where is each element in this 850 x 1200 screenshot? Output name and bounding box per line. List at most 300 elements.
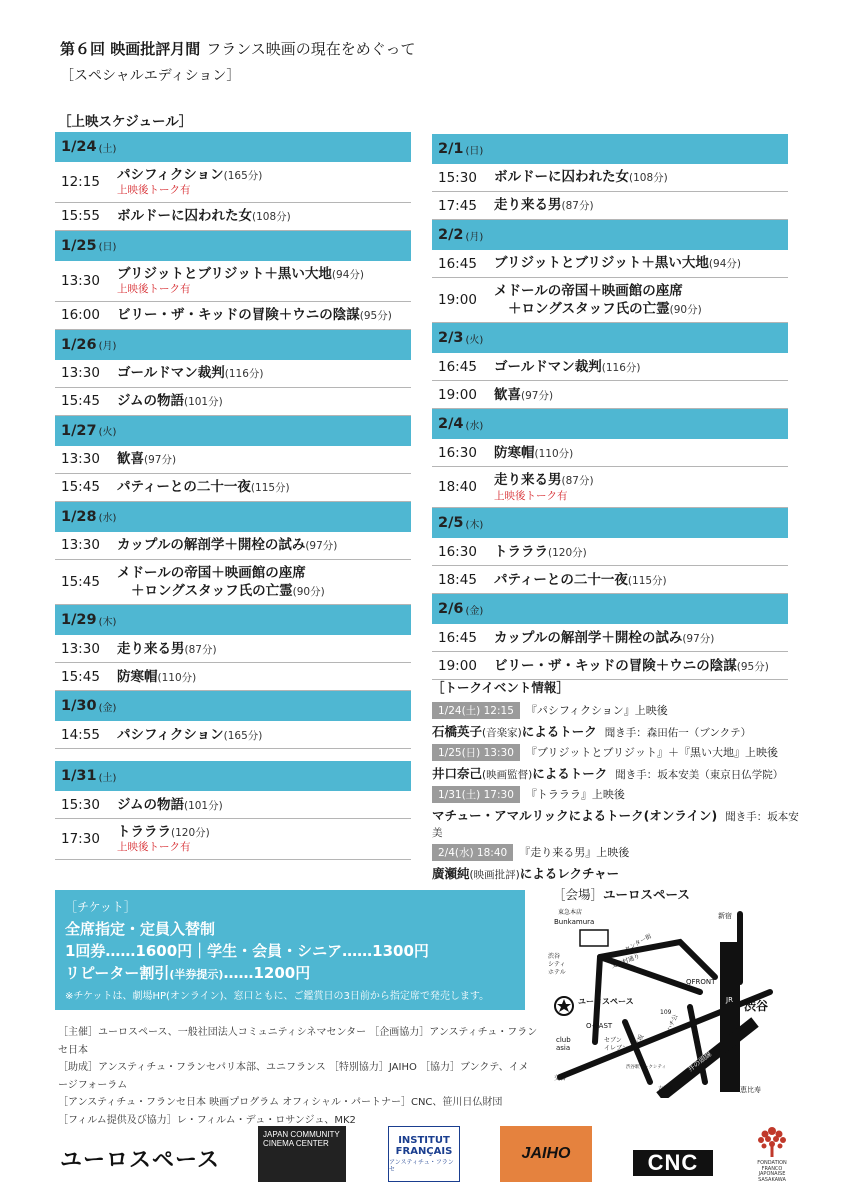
- screening-time: 15:55: [61, 208, 100, 225]
- map-label-bunkamura-street: 文化村通り: [610, 953, 641, 970]
- talk-note: 上映後トーク有: [494, 489, 568, 502]
- talk-item: [432, 702, 802, 740]
- ticket-line3: [65, 963, 515, 985]
- ticket-note: ※チケットは、劇場HP(オンライン)、窓口ともに、ご鑑賞日の3日前から指定席で発売します。: [65, 991, 490, 1003]
- schedule-column-right: [432, 134, 788, 680]
- day-header: [432, 134, 788, 164]
- film-title: メドールの帝国＋映画館の座席: [494, 283, 683, 299]
- film-duration: (94分): [708, 258, 741, 271]
- day-weekday: (日): [98, 242, 117, 254]
- day-date: 2/4: [438, 416, 464, 433]
- film-title: ジムの物語: [117, 393, 184, 410]
- screening-row: [55, 388, 411, 416]
- screening-film: [117, 536, 411, 554]
- screening-film: [117, 823, 411, 855]
- day-header: [432, 409, 788, 439]
- screening-film: [494, 358, 788, 376]
- screening-row: [55, 261, 411, 302]
- eurospace-logo: ユーロスペース: [60, 1147, 220, 1173]
- map-label-kichijoji: 吉祥寺: [658, 1086, 674, 1092]
- institut-francais-logo: [388, 1126, 460, 1182]
- day-date: 2/5: [438, 515, 464, 532]
- screening-row: [55, 474, 411, 502]
- film-title-line2: [117, 582, 411, 600]
- talk-date-tag: 2/4(水) 18:40: [432, 844, 513, 861]
- film-duration: (97分): [144, 454, 177, 467]
- film-title: ゴールドマン裁判: [494, 358, 602, 375]
- day-date: 1/28: [61, 508, 97, 525]
- screening-time: 13:30: [61, 640, 100, 657]
- ticket-line2: 1回券……1600円｜学生・会員・シニア……1300円: [65, 941, 429, 960]
- event-title-main: 第６回 映画批評月間: [60, 40, 201, 58]
- talk-type: によるトーク: [532, 766, 608, 781]
- talk-speaker-line: [432, 764, 802, 782]
- screening-row: [432, 652, 788, 680]
- schedule-day: [55, 605, 411, 691]
- film-duration: (120分): [171, 827, 210, 840]
- talk-item: [432, 744, 802, 782]
- edition-label: ［スペシャルエディション］: [60, 68, 241, 84]
- repeater-discount: リピーター割引: [65, 963, 170, 982]
- schedule-day: [55, 330, 411, 416]
- day-date: 1/24: [61, 139, 97, 155]
- map-label-seven-eleven: セブン: [604, 1037, 622, 1044]
- talk-date-tag: 1/24(土) 12:15: [432, 702, 520, 719]
- screening-film: [494, 543, 788, 561]
- schedule-day: [55, 231, 411, 330]
- screening-row: [55, 162, 411, 203]
- map-label-koban: 交番: [554, 1075, 567, 1082]
- film-duration: (101分): [183, 799, 223, 812]
- film-title: パティーとの二十一夜: [117, 479, 251, 496]
- talk-schedule: [432, 744, 802, 761]
- talk-film: 『走り来る男』上映後: [519, 846, 630, 859]
- map-label-cityhotel: 渋谷: [548, 953, 561, 960]
- map-label-shibuya: 渋谷: [744, 999, 769, 1013]
- venue-map: [540, 902, 800, 1098]
- screening-film: [117, 564, 411, 600]
- screening-time: 17:30: [61, 831, 100, 848]
- screening-film: [494, 196, 788, 214]
- talk-item: [432, 786, 802, 840]
- talk-host: 聞き手：坂本安美: [432, 811, 799, 839]
- film-duration: (97分): [521, 389, 554, 402]
- screening-film: [494, 386, 788, 404]
- screening-time: 16:45: [438, 255, 477, 272]
- film-duration: (165分): [223, 170, 263, 182]
- film-title: 歓喜: [117, 451, 144, 468]
- talk-speaker: 廣瀬純: [432, 866, 470, 881]
- film-title: パシフィクション: [117, 167, 224, 183]
- jcc-logo: JAPAN COMMUNITY CINEMA CENTER: [258, 1126, 346, 1182]
- film-duration: (110分): [157, 671, 197, 684]
- film-title: パティーとの二十一夜: [494, 571, 628, 588]
- film-duration: (165分): [223, 729, 263, 742]
- day-header: [55, 132, 411, 162]
- talk-list: [432, 702, 802, 882]
- talk-speaker-role: (音楽家): [482, 727, 522, 739]
- day-date: 2/2: [438, 227, 464, 243]
- map-label-center-street: センター街: [623, 932, 653, 954]
- film-duration: (97分): [682, 632, 715, 645]
- film-duration: (108分): [629, 172, 668, 185]
- screening-time: 13:30: [61, 451, 100, 468]
- screening-time: 18:45: [438, 571, 477, 588]
- screening-row: [55, 721, 411, 749]
- screening-time: 14:55: [61, 726, 100, 743]
- event-title: [60, 38, 416, 59]
- tree-icon: [755, 1123, 789, 1159]
- day-header: [55, 691, 411, 721]
- screening-time: 13:30: [61, 537, 100, 554]
- film-title: ボルドーに囚われた女: [494, 169, 629, 186]
- film-duration: (87分): [561, 200, 594, 213]
- screening-row: [432, 192, 788, 220]
- screening-row: [432, 538, 788, 566]
- screening-film: [494, 471, 788, 503]
- screening-time: 16:30: [438, 444, 477, 461]
- day-date: 1/26: [61, 336, 97, 353]
- map-label-oeast: O-EAST: [586, 1022, 613, 1030]
- film-duration: (90分): [292, 585, 325, 598]
- screening-time: 15:45: [61, 393, 100, 410]
- film-title: 走り来る男: [117, 640, 185, 657]
- map-label-asia: asia: [556, 1044, 571, 1052]
- screening-row: [55, 532, 411, 560]
- talk-speaker-line: [432, 864, 802, 882]
- film-title: カップルの解剖学＋開栓の試み: [117, 537, 306, 554]
- schedule-day: [55, 132, 411, 231]
- map-label-qfront: QFRONT: [686, 978, 716, 986]
- film-duration: (110分): [534, 447, 574, 460]
- screening-time: 12:15: [61, 173, 100, 190]
- screening-film: [494, 254, 788, 272]
- day-weekday: (木): [98, 616, 117, 628]
- day-header: [432, 220, 788, 250]
- screening-row: [432, 353, 788, 381]
- schedule-day: [55, 416, 411, 502]
- repeater-condition: (半券提示): [169, 967, 224, 981]
- repeater-price: ……1200円: [223, 963, 311, 982]
- talk-type: によるレクチャー: [519, 866, 620, 881]
- venue-label: [553, 885, 690, 903]
- film-title: パシフィクション: [117, 726, 224, 743]
- screening-row: [432, 439, 788, 467]
- film-title: ボルドーに囚われた女: [117, 208, 252, 225]
- screening-film: [117, 668, 411, 686]
- screening-row: [55, 302, 411, 330]
- film-title: 走り来る男: [494, 197, 562, 214]
- talk-note: 上映後トーク有: [117, 841, 191, 854]
- talk-note: 上映後トーク有: [117, 184, 191, 197]
- screening-time: 18:40: [438, 479, 477, 496]
- map-bunkamura-building: [580, 930, 608, 946]
- talk-speaker: 石橋英子: [432, 724, 483, 739]
- day-header: [55, 231, 411, 261]
- day-weekday: (土): [98, 772, 117, 784]
- talk-schedule: [432, 786, 802, 803]
- map-road-north: [600, 942, 715, 977]
- screening-time: 13:30: [61, 365, 100, 382]
- map-label-eurospace: ユーロスペース: [578, 997, 634, 1006]
- day-weekday: (金): [98, 702, 117, 714]
- day-header: [432, 323, 788, 353]
- screening-time: 19:00: [438, 386, 477, 403]
- screening-time: 15:45: [61, 479, 100, 496]
- screening-film: [117, 392, 411, 410]
- sponsor-logos: [0, 1118, 850, 1188]
- screening-film: [117, 796, 411, 814]
- film-title: 歓喜: [494, 386, 521, 403]
- schedule-day: [432, 594, 788, 680]
- if-logo-line3: アンスティチュ・フランセ: [389, 1158, 454, 1173]
- day-weekday: (火): [98, 427, 117, 439]
- talk-date-tag: 1/31(土) 17:30: [432, 786, 520, 803]
- credit-line: ［主催］ユーロスペース、一般社団法人コミュニティシネマセンター ［企画協力］アンスティチュ・フランセ日本: [58, 1027, 538, 1056]
- film-title: 防寒帽: [494, 444, 535, 461]
- film-title: カップルの解剖学＋開栓の試み: [494, 629, 683, 646]
- film-duration: (95分): [359, 310, 392, 323]
- day-header: [55, 416, 411, 446]
- screening-row: [55, 635, 411, 663]
- map-label-tokyu: 東急本店: [558, 909, 583, 916]
- film-duration: (101分): [183, 396, 223, 409]
- screening-time: 13:30: [61, 272, 100, 289]
- screening-time: 15:30: [61, 796, 100, 813]
- day-weekday: (金): [465, 605, 484, 617]
- film-duration: (116分): [601, 361, 641, 374]
- talk-date-tag: 1/25(日) 13:30: [432, 744, 520, 761]
- sasakawa-logo: [748, 1118, 796, 1188]
- screening-time: 17:45: [438, 197, 477, 214]
- film-title: ビリー・ザ・キッドの冒険＋ウニの陰謀: [494, 657, 737, 674]
- screening-row: [432, 164, 788, 192]
- film-duration: (115分): [627, 574, 667, 587]
- day-date: 1/25: [61, 237, 97, 254]
- schedule-day: [432, 409, 788, 508]
- if-logo-line1: INSTITUT: [398, 1134, 450, 1146]
- film-duration: (87分): [184, 643, 217, 656]
- cnc-logo: CNC: [633, 1150, 713, 1176]
- schedule-day: [55, 691, 411, 749]
- schedule-label: ［上映スケジュール］: [58, 114, 193, 130]
- screening-film: [117, 640, 411, 658]
- screening-row: [55, 791, 411, 819]
- talk-speaker-role: (映画批評): [469, 869, 520, 881]
- screening-row: [432, 624, 788, 652]
- day-date: 1/27: [61, 422, 97, 439]
- day-weekday: (水): [98, 513, 117, 525]
- day-header: [55, 605, 411, 635]
- film-duration: (95分): [736, 660, 769, 673]
- map-label-markcity: 渋谷駅マークシティ: [626, 1065, 667, 1070]
- day-header: [55, 330, 411, 360]
- day-weekday: (日): [465, 145, 484, 157]
- film-title: ビリー・ザ・キッドの冒険＋ウニの陰謀: [117, 307, 360, 324]
- day-date: 1/29: [61, 612, 97, 629]
- screening-row: [55, 819, 411, 860]
- talk-host: 聞き手：坂本安美（東京日仏学院）: [615, 769, 784, 781]
- film-title-cont: ＋ロングスタッフ氏の亡霊: [508, 301, 670, 318]
- talk-schedule: [432, 702, 802, 719]
- header: [60, 38, 416, 85]
- screening-time: 16:45: [438, 629, 477, 646]
- day-header: [432, 594, 788, 624]
- film-duration: (120分): [548, 546, 587, 559]
- map-label-bunkamura: Bunkamura: [554, 918, 595, 926]
- film-title: トラララ: [494, 543, 548, 560]
- talk-speaker-line: [432, 806, 802, 840]
- screening-film: [494, 168, 788, 186]
- ticket-label: ［チケット］: [65, 900, 136, 914]
- screening-row: [432, 250, 788, 278]
- credit-line: ［フィルム提供及び協力］レ・フィルム・デュ・ロサンジュ、MK2: [58, 1114, 356, 1126]
- screening-time: 15:45: [61, 668, 100, 685]
- screening-row: [432, 278, 788, 323]
- map-label-seven-eleven: イレブン: [604, 1045, 628, 1052]
- screening-time: 19:00: [438, 292, 477, 309]
- film-duration: (115分): [250, 482, 290, 495]
- screening-row: [55, 360, 411, 388]
- day-weekday: (火): [465, 334, 484, 346]
- schedule-column-left: [55, 132, 411, 860]
- screening-time: 19:00: [438, 657, 477, 674]
- screening-film: [117, 478, 411, 496]
- screening-film: [117, 726, 411, 744]
- film-duration: (87分): [561, 475, 594, 488]
- film-duration: (97分): [305, 540, 338, 553]
- film-duration: (94分): [331, 268, 364, 281]
- screening-film: [494, 571, 788, 589]
- talk-speaker-role: (映画監督): [482, 769, 533, 781]
- screening-row: [432, 381, 788, 409]
- day-weekday: (土): [98, 143, 117, 155]
- film-title: 走り来る男: [494, 472, 562, 489]
- film-title: メドールの帝国＋映画館の座席: [117, 564, 306, 581]
- event-title-sub: フランス映画の現在をめぐって: [206, 40, 416, 58]
- screening-time: 15:30: [438, 169, 477, 186]
- map-label-cityhotel: シティ: [548, 961, 566, 968]
- map-label-shinjuku: 新宿: [718, 912, 732, 920]
- screening-film: [494, 444, 788, 462]
- talk-note: 上映後トーク有: [117, 283, 191, 296]
- film-title: ゴールドマン裁判: [117, 365, 225, 382]
- if-logo-line2: FRANÇAIS: [395, 1146, 453, 1158]
- talk-speaker-line: [432, 722, 802, 740]
- screening-film: [117, 207, 411, 225]
- screening-film: [117, 306, 411, 324]
- screening-time: 15:45: [61, 573, 100, 590]
- talk-schedule: [432, 844, 802, 861]
- film-title: トラララ: [117, 824, 171, 841]
- screening-row: [55, 560, 411, 605]
- screening-film: [117, 166, 411, 198]
- day-header: [55, 761, 411, 791]
- venue-name: ユーロスペース: [603, 887, 690, 902]
- talk-type: によるトーク: [521, 724, 597, 739]
- talk-speaker: 井口奈己: [432, 766, 483, 781]
- credit-line: ［助成］アンスティチュ・フランセパリ本部、ユニフランス ［特別協力］JAIHO ［協力］ブンクテ、イメージフォーラム: [58, 1062, 529, 1091]
- day-header: [55, 502, 411, 532]
- film-duration: (116分): [224, 368, 264, 381]
- film-title: ジムの物語: [117, 796, 184, 813]
- talk-item: [432, 844, 802, 882]
- day-weekday: (木): [465, 519, 484, 531]
- map-label-cityhotel: ホテル: [548, 969, 566, 976]
- venue-label-bracket: ［会場］: [553, 887, 604, 902]
- screening-row: [432, 467, 788, 508]
- ticket-line1: 全席指定・定員入替制: [65, 920, 216, 938]
- map-label-jr: JR: [726, 996, 733, 1004]
- screening-row: [55, 663, 411, 691]
- day-weekday: (月): [98, 341, 117, 353]
- schedule-day: [55, 502, 411, 605]
- talk-film: 『パシフィクション』上映後: [525, 704, 668, 717]
- credit-line: ［アンスティチュ・フランセ日本 映画プログラム オフィシャル・パートナー］CNC、笹川日仏財団: [58, 1097, 503, 1108]
- schedule-day: [432, 508, 788, 594]
- schedule-day: [432, 134, 788, 220]
- film-title: ブリジットとブリジット＋黒い大地: [494, 255, 709, 272]
- screening-row: [432, 566, 788, 594]
- day-date: 2/1: [438, 141, 464, 157]
- map-label-ebisu: 恵比寿: [740, 1086, 761, 1094]
- schedule-day: [55, 761, 411, 860]
- map-label-109: 109: [660, 1009, 672, 1016]
- screening-film: [117, 364, 411, 382]
- day-header: [432, 508, 788, 538]
- talk-type: によるトーク(オンライン): [568, 808, 718, 823]
- talk-film: 『トラララ』上映後: [525, 788, 625, 801]
- map-label-inokashira: 井の頭線: [686, 1050, 714, 1074]
- screening-film: [494, 282, 788, 318]
- screening-film: [117, 450, 411, 468]
- schedule-day: [432, 220, 788, 323]
- day-date: 1/30: [61, 698, 97, 715]
- map-label-hachiko: ハチ公: [665, 1013, 680, 1033]
- talk-speaker: マチュー・アマルリック: [432, 808, 569, 823]
- map-label-dogenzaka: 道玄坂: [631, 1033, 646, 1053]
- film-duration: (108分): [252, 211, 291, 224]
- map-label-club: club: [556, 1036, 571, 1044]
- schedule-day: [432, 323, 788, 409]
- day-date: 1/31: [61, 768, 97, 785]
- talk-events: [432, 678, 802, 882]
- ticket-box: [55, 890, 525, 1010]
- day-weekday: (水): [465, 420, 484, 432]
- film-duration: (90分): [669, 304, 702, 317]
- screening-row: [55, 203, 411, 231]
- screening-film: [494, 629, 788, 647]
- credits: [58, 1024, 538, 1129]
- film-title: 防寒帽: [117, 668, 158, 685]
- day-weekday: (月): [465, 231, 484, 243]
- film-title-line2: [494, 300, 788, 318]
- film-title-cont: ＋ロングスタッフ氏の亡霊: [131, 582, 293, 599]
- talk-events-title: ［トークイベント情報］: [432, 680, 569, 695]
- day-date: 2/3: [438, 330, 464, 347]
- screening-film: [117, 265, 411, 297]
- day-date: 2/6: [438, 601, 464, 618]
- screening-row: [55, 446, 411, 474]
- screening-time: 16:45: [438, 358, 477, 375]
- film-title: ブリジットとブリジット＋黒い大地: [117, 265, 332, 282]
- screening-time: 16:30: [438, 543, 477, 560]
- jaiho-logo: JAIHO: [500, 1126, 592, 1182]
- sasakawa-logo-text: FONDATION FRANCO JAPONAISE SASAKAWA: [757, 1160, 787, 1183]
- talk-film: 『ブリジットとブリジット』＋『黒い大地』上映後: [525, 746, 778, 759]
- talk-host: 聞き手：森田佑一（ブンクテ）: [604, 727, 752, 739]
- screening-film: [494, 657, 788, 675]
